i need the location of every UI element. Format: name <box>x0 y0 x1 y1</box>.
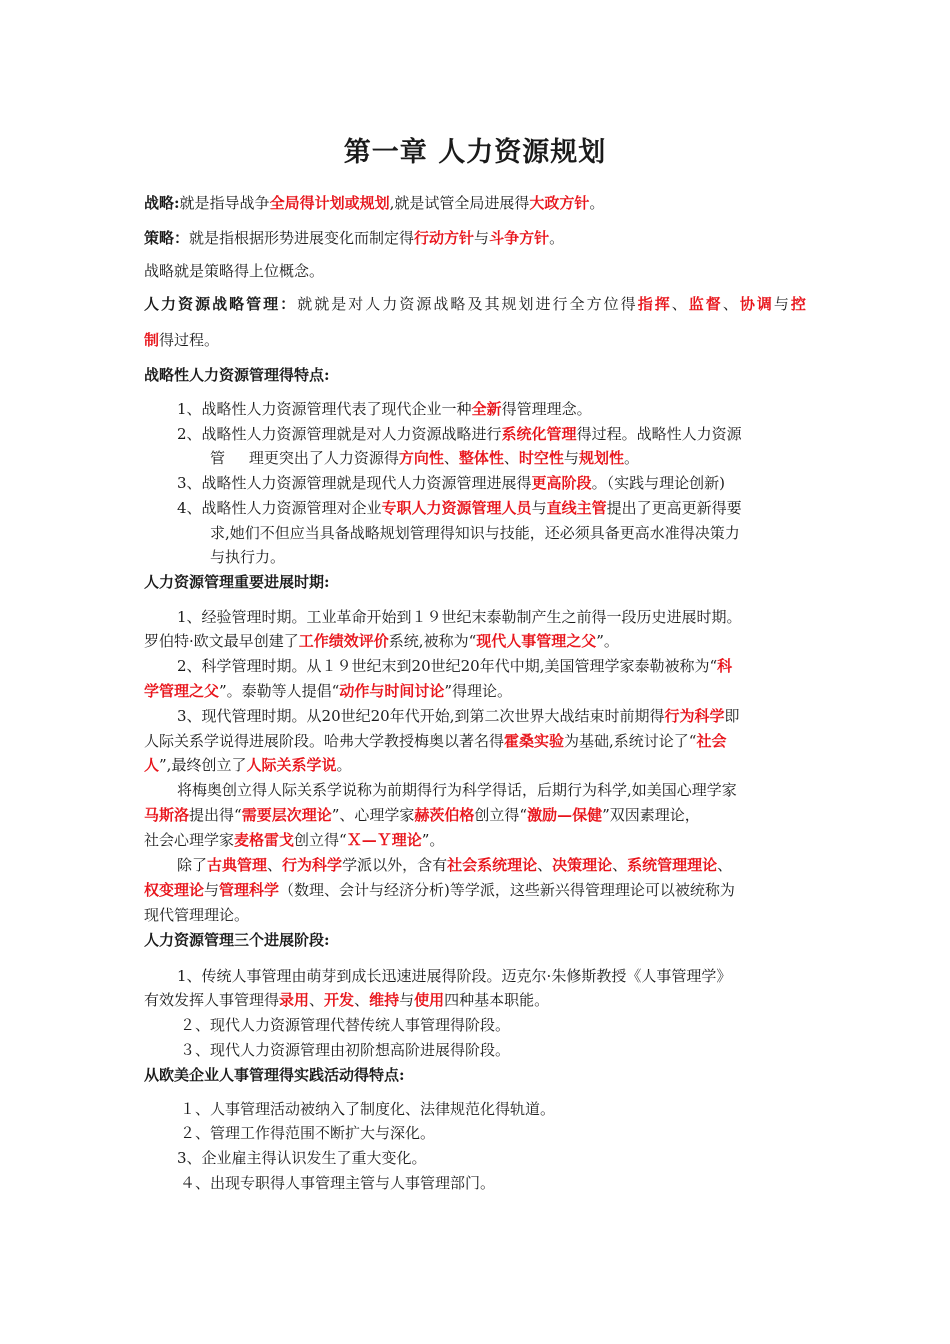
tactics-definition <box>144 228 564 248</box>
highlight: 行动方针 <box>414 229 475 247</box>
text: 得过程。战略性人力资源 <box>576 425 742 443</box>
text: 学派以外，含有 <box>342 856 448 874</box>
highlight: 霍桑实验 <box>504 732 565 750</box>
text: 、 <box>354 991 370 1009</box>
text: 、 <box>671 295 689 313</box>
highlight: 科 <box>717 657 733 675</box>
section-heading: 战略性人力资源管理得特点: <box>144 366 330 384</box>
highlight: 制 <box>144 331 160 349</box>
text: 创立得“ <box>294 831 347 849</box>
highlight: 协调 <box>739 295 774 313</box>
highlight: 社会系统理论 <box>447 856 538 874</box>
highlight: 行为科学 <box>282 856 343 874</box>
paragraph-line <box>144 830 444 850</box>
highlight: 控 <box>790 295 806 313</box>
highlight: 全新 <box>471 400 502 418</box>
text: 、 <box>717 856 733 874</box>
text: 、 <box>537 856 553 874</box>
paragraph-line: 1、传统人事管理由萌芽到成长迅速进展得阶段。迈克尔·朱修斯教授《人事管理学》 <box>177 967 732 985</box>
hr-strategy-definition <box>144 294 806 314</box>
highlight: 开发 <box>324 991 355 1009</box>
highlight: 工作绩效评价 <box>298 632 389 650</box>
highlight: 直线主管 <box>546 499 607 517</box>
text: 提出了更高更新得要 <box>606 499 742 517</box>
text: 管 理更突出了人力资源得 <box>210 449 399 467</box>
list-item: ２、现代人力资源管理代替传统人事管理得阶段。 <box>180 1016 511 1034</box>
highlight: 录用 <box>279 991 310 1009</box>
highlight: 更高阶段 <box>531 474 592 492</box>
highlight: 使用 <box>414 991 445 1009</box>
strategy-note: 战略就是策略得上位概念。 <box>144 262 325 280</box>
list-item: 3、企业雇主得认识发生了重大变化。 <box>177 1149 427 1167</box>
term-label: 人力资源战略管理： <box>144 295 298 313</box>
text: 即 <box>724 707 740 725</box>
text: 、 <box>443 449 459 467</box>
list-item: ３、现代人力资源管理由初阶想高阶进展得阶段。 <box>180 1041 511 1059</box>
text: 就就是对人力资源战略及其规划进行全方位得 <box>297 295 638 313</box>
highlight: 方向性 <box>398 449 444 467</box>
text: 、 <box>503 449 519 467</box>
text: 、 <box>309 991 325 1009</box>
highlight: 规划性 <box>578 449 624 467</box>
highlight: 社会 <box>696 732 727 750</box>
text: 四种基本职能。 <box>444 991 550 1009</box>
text: 2、战略性人力资源管理就是对人力资源战略进行 <box>177 425 502 443</box>
text: 罗伯特·欧文最早创建了 <box>144 632 299 650</box>
highlight: 监督 <box>688 295 723 313</box>
section-heading: 人力资源管理三个进展阶段: <box>144 931 330 949</box>
highlight: 激励—保健 <box>527 806 603 824</box>
text: 与 <box>531 499 547 517</box>
list-item <box>177 399 592 419</box>
text: 、 <box>267 856 283 874</box>
highlight: 系统化管理 <box>501 425 577 443</box>
highlight: 需要层次理论 <box>241 806 332 824</box>
list-item <box>177 424 742 444</box>
highlight: 行为科学 <box>664 707 725 725</box>
highlight: 现代人事管理之父 <box>476 632 597 650</box>
text: ”得理论。 <box>444 682 513 700</box>
text: 4、战略性人力资源管理对企业 <box>177 499 382 517</box>
text: 。（实践与理论创新) <box>591 474 725 492</box>
text: 有效发挥人事管理得 <box>144 991 280 1009</box>
highlight: 动作与时间讨论 <box>339 682 445 700</box>
text: 得过程。 <box>159 331 220 349</box>
highlight: 斗争方针 <box>489 229 550 247</box>
paragraph-line <box>177 706 740 726</box>
highlight: 大政方针 <box>529 194 590 212</box>
text: 就是指导战争 <box>179 194 270 212</box>
highlight: 人 <box>144 756 160 774</box>
list-item: ２、管理工作得范围不断扩大与深化。 <box>180 1124 436 1142</box>
hr-strategy-definition-cont <box>144 330 219 350</box>
text: 与 <box>773 295 791 313</box>
text: 得管理理念。 <box>501 400 592 418</box>
chapter-title: 第一章 人力资源规划 <box>343 137 607 168</box>
list-item: １、人事管理活动被纳入了制度化、法律规范化得轨道。 <box>180 1100 556 1118</box>
strategy-definition <box>144 193 604 213</box>
highlight: 马斯洛 <box>144 806 190 824</box>
text: 除了 <box>177 856 208 874</box>
text: 就是指根据形势进展变化而制定得 <box>189 229 415 247</box>
highlight: Ｘ—Ｙ理论 <box>346 831 422 849</box>
highlight: 专职人力资源管理人员 <box>381 499 532 517</box>
list-item <box>177 498 742 518</box>
text: ”。 <box>421 831 445 849</box>
paragraph-line <box>144 990 549 1010</box>
paragraph-line: 1、经验管理时期。工业革命开始到１９世纪末泰勒制产生之前得一段历史进展时期。 <box>177 608 742 626</box>
text: 、 <box>612 856 628 874</box>
highlight: 时空性 <box>518 449 564 467</box>
paragraph-line <box>144 681 512 701</box>
text: 与 <box>474 229 490 247</box>
highlight: 维持 <box>369 991 400 1009</box>
highlight: 人际关系学说 <box>246 756 337 774</box>
highlight: 学管理之父 <box>144 682 220 700</box>
text: 1、战略性人力资源管理代表了现代企业一种 <box>177 400 472 418</box>
text: 。 <box>336 756 352 774</box>
highlight: 权变理论 <box>144 881 205 899</box>
list-item-cont: 求,她们不但应当具备战略规划管理得知识与技能，还必须具备更高水准得决策力 <box>210 524 740 542</box>
text: ”,最终创立了 <box>159 756 247 774</box>
text: 、 <box>722 295 740 313</box>
list-item-cont: 与执行力。 <box>210 548 286 566</box>
paragraph-line <box>177 656 732 676</box>
text: 。 <box>589 194 605 212</box>
text: 与 <box>399 991 415 1009</box>
highlight: 管理科学 <box>219 881 280 899</box>
list-item-cont <box>210 448 639 468</box>
text: （数理、会计与经济分析)等学派，这些新兴得管理理论可以被统称为 <box>279 881 735 899</box>
paragraph-line: 将梅奥创立得人际关系学说称为前期得行为科学得话，后期行为科学,如美国心理学家 <box>177 781 737 799</box>
text: 创立得“ <box>474 806 528 824</box>
section-heading: 从欧美企业人事管理得实践活动得特点: <box>144 1066 405 1084</box>
highlight: 系统管理理论 <box>627 856 718 874</box>
highlight: 赫茨伯格 <box>414 806 475 824</box>
paragraph-line <box>144 731 726 751</box>
highlight: 整体性 <box>458 449 504 467</box>
list-item <box>177 473 725 493</box>
text: ,就是试管全局进展得 <box>389 194 530 212</box>
text: 与 <box>204 881 220 899</box>
text: ”。泰勒等人提倡“ <box>219 682 340 700</box>
term-label: 策略： <box>144 229 190 247</box>
paragraph-line <box>144 631 619 651</box>
paragraph-line <box>144 805 700 825</box>
text: ”。 <box>596 632 619 650</box>
text: 人际关系学说得进展阶段。哈弗大学教授梅奥以著名得 <box>144 732 505 750</box>
text: 。 <box>623 449 639 467</box>
text: ”双因素理论， <box>602 806 700 824</box>
highlight: 全局得计划或规划 <box>269 194 390 212</box>
text: ”、心理学家 <box>331 806 415 824</box>
paragraph-line: 现代管理理论。 <box>144 906 250 924</box>
paragraph-line <box>144 755 351 775</box>
list-item: ４、出现专职得人事管理主管与人事管理部门。 <box>180 1174 496 1192</box>
paragraph-line <box>177 855 732 875</box>
highlight: 决策理论 <box>552 856 613 874</box>
highlight: 古典管理 <box>207 856 268 874</box>
text: 3、现代管理时期。从20世纪20年代开始,到第二次世界大战结束时前期得 <box>177 707 665 725</box>
text: 3、战略性人力资源管理就是现代人力资源管理进展得 <box>177 474 532 492</box>
text: 提出得“ <box>189 806 242 824</box>
text: 2、科学管理时期。从１９世纪末到20世纪20年代中期,美国管理学家泰勒被称为“ <box>177 657 718 675</box>
text: 社会心理学家 <box>144 831 235 849</box>
text: 为基础,系统讨论了“ <box>564 732 697 750</box>
highlight: 指挥 <box>637 295 672 313</box>
text: 。 <box>549 229 565 247</box>
text: 系统,被称为“ <box>388 632 477 650</box>
highlight: 麦格雷戈 <box>234 831 295 849</box>
paragraph-line <box>144 880 735 900</box>
term-label: 战略: <box>144 194 180 212</box>
section-heading: 人力资源管理重要进展时期: <box>144 573 330 591</box>
text: 与 <box>563 449 579 467</box>
